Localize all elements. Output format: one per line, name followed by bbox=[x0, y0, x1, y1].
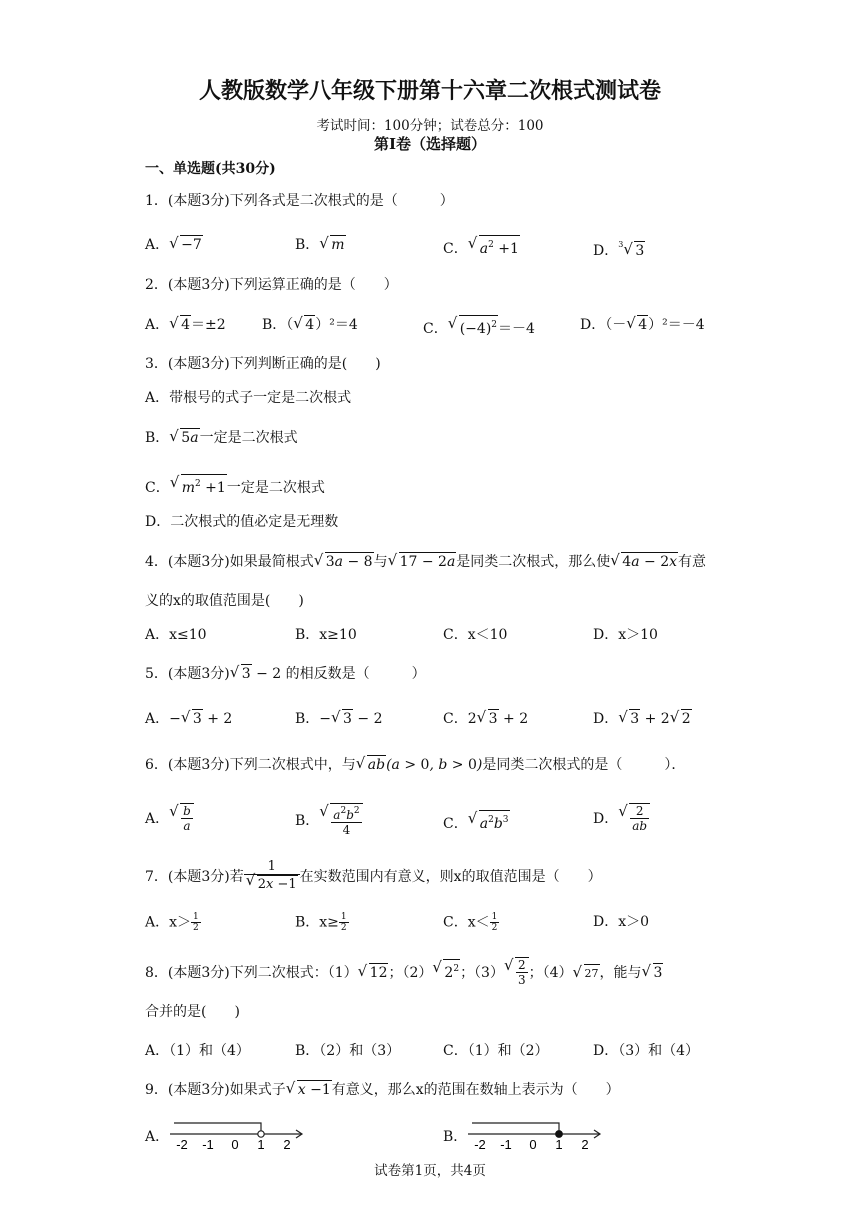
part-heading: 第Ⅰ卷（选择题） bbox=[373, 135, 487, 153]
q5-option-b[interactable]: B．−√ 3 − 2 bbox=[295, 709, 383, 729]
page-footer: 试卷第1页，共4页 bbox=[374, 1163, 486, 1179]
q4-option-b[interactable]: B．x≥10 bbox=[295, 627, 357, 643]
tick-label-a-0: -2 bbox=[176, 1137, 188, 1152]
tick-label-a-1: -1 bbox=[202, 1137, 214, 1152]
q6-option-c[interactable]: C．√ $a^2b^3$ bbox=[443, 810, 510, 834]
tick-label-b-1: -1 bbox=[500, 1137, 512, 1152]
question-8-cont: 合并的是( ) bbox=[145, 1004, 240, 1020]
q1-option-a[interactable]: A．√ −7 bbox=[145, 235, 203, 255]
q9-option-a[interactable]: A． bbox=[145, 1129, 170, 1145]
q4-option-a[interactable]: A．x≤10 bbox=[145, 627, 207, 643]
question-4-cont: 义的x的取值范围是( ) bbox=[145, 593, 304, 609]
number-line-b bbox=[466, 1117, 606, 1155]
q7-option-b[interactable]: B．x≥ $\frac{1}{2}$ bbox=[295, 912, 347, 933]
q5-option-d[interactable]: D．√ 3 + 2√ 2 bbox=[593, 709, 692, 729]
q6-option-b[interactable]: B． √ $\frac{a^2b^2}{4}$ bbox=[295, 803, 363, 837]
q3-option-a[interactable]: A．带根号的式子一定是二次根式 bbox=[145, 390, 352, 406]
question-6: 6．(本题3分)下列二次根式中，与√ ab(a > 0, b > 0)是同类二次根式的是（ ）． bbox=[145, 755, 685, 775]
q7-option-a[interactable]: A．x＞ $\frac{1}{2}$ bbox=[145, 912, 199, 933]
tick-label-a-2: 0 bbox=[231, 1137, 239, 1152]
question-1: 1．(本题3分)下列各式是二次根式的是（ ） bbox=[145, 193, 454, 209]
tick-label-b-0: -2 bbox=[474, 1137, 486, 1152]
q1-option-c[interactable]: C．√ $a^2 +1$ bbox=[443, 235, 520, 259]
question-8: 8．(本题3分)下列二次根式：（1）√ 12；（2）√ $2^2$；（3） √ $\frac{2}{3}$ ；（4）√ 27，能与√ 3 bbox=[145, 957, 663, 987]
tick-label-a-3: 1 bbox=[257, 1137, 265, 1152]
section-heading: 一、单选题(共30分) bbox=[145, 161, 276, 177]
exam-info: 考试时间：100分钟；试卷总分：100 bbox=[316, 118, 544, 134]
q5-option-c[interactable]: C．2√ 3 + 2 bbox=[443, 709, 528, 729]
q5-option-a[interactable]: A．−√ 3 + 2 bbox=[145, 709, 232, 729]
q2-option-c[interactable]: C．√ $(-4)^2=-4$ bbox=[423, 315, 535, 339]
number-line-a bbox=[168, 1117, 308, 1155]
q6-option-a[interactable]: A． √ $\frac{b}{a}$ bbox=[145, 803, 194, 833]
tick-label-b-3: 1 bbox=[555, 1137, 563, 1152]
question-7: 7．(本题3分)若 1 √ 2x −1 在实数范围内有意义，则x的取值范围是（ ） bbox=[145, 860, 602, 894]
tick-label-b-2: 0 bbox=[529, 1137, 537, 1152]
q8-option-d[interactable]: D．（3）和（4） bbox=[593, 1043, 700, 1059]
tick-label-a-4: 2 bbox=[283, 1137, 291, 1152]
q7-option-c[interactable]: C．x＜ $\frac{1}{2}$ bbox=[443, 912, 498, 933]
q1-option-d[interactable]: D．$^3$√ 3 bbox=[593, 235, 645, 261]
q8-option-b[interactable]: B．（2）和（3） bbox=[295, 1043, 401, 1059]
question-9: 9．(本题3分)如果式子√ x −1有意义，那么x的范围在数轴上表示为（ ） bbox=[145, 1080, 620, 1100]
page-title: 人教版数学八年级下册第十六章二次根式测试卷 bbox=[198, 78, 661, 104]
tick-label-b-4: 2 bbox=[581, 1137, 589, 1152]
question-5: 5．(本题3分)√ 3 − 2 的相反数是（ ） bbox=[145, 664, 426, 684]
q8-option-c[interactable]: C．（1）和（2） bbox=[443, 1043, 549, 1059]
q6-option-d[interactable]: D． √ $\frac{2}{ab}$ bbox=[593, 803, 650, 833]
q2-option-d[interactable]: D．（－√ 4）²＝－4 bbox=[580, 315, 705, 335]
q8-option-a[interactable]: A．（1）和（4） bbox=[145, 1043, 250, 1059]
q3-option-d[interactable]: D．二次根式的值必定是无理数 bbox=[145, 514, 339, 530]
q7-option-d[interactable]: D．x＞0 bbox=[593, 914, 650, 930]
q4-option-d[interactable]: D．x＞10 bbox=[593, 627, 658, 643]
q3-option-b[interactable]: B．√ 5a一定是二次根式 bbox=[145, 428, 298, 448]
question-3: 3．(本题3分)下列判断正确的是( ) bbox=[145, 356, 381, 372]
q2-option-b[interactable]: B．（√ 4）²＝4 bbox=[262, 315, 358, 335]
q2-option-a[interactable]: A．√ 4＝±2 bbox=[145, 315, 226, 335]
q1-option-b[interactable]: B．√ m bbox=[295, 235, 346, 255]
q3-option-c[interactable]: C．√ $m^2 +1$一定是二次根式 bbox=[145, 474, 325, 498]
q4-option-c[interactable]: C．x＜10 bbox=[443, 627, 508, 643]
question-2: 2．(本题3分)下列运算正确的是（ ） bbox=[145, 277, 398, 293]
question-4: 4．(本题3分)如果最简根式√ 3a − 8与√ 17 − 2a是同类二次根式，那么使√ 4a − 2x有意 bbox=[145, 552, 706, 572]
q9-option-b[interactable]: B． bbox=[443, 1129, 468, 1145]
